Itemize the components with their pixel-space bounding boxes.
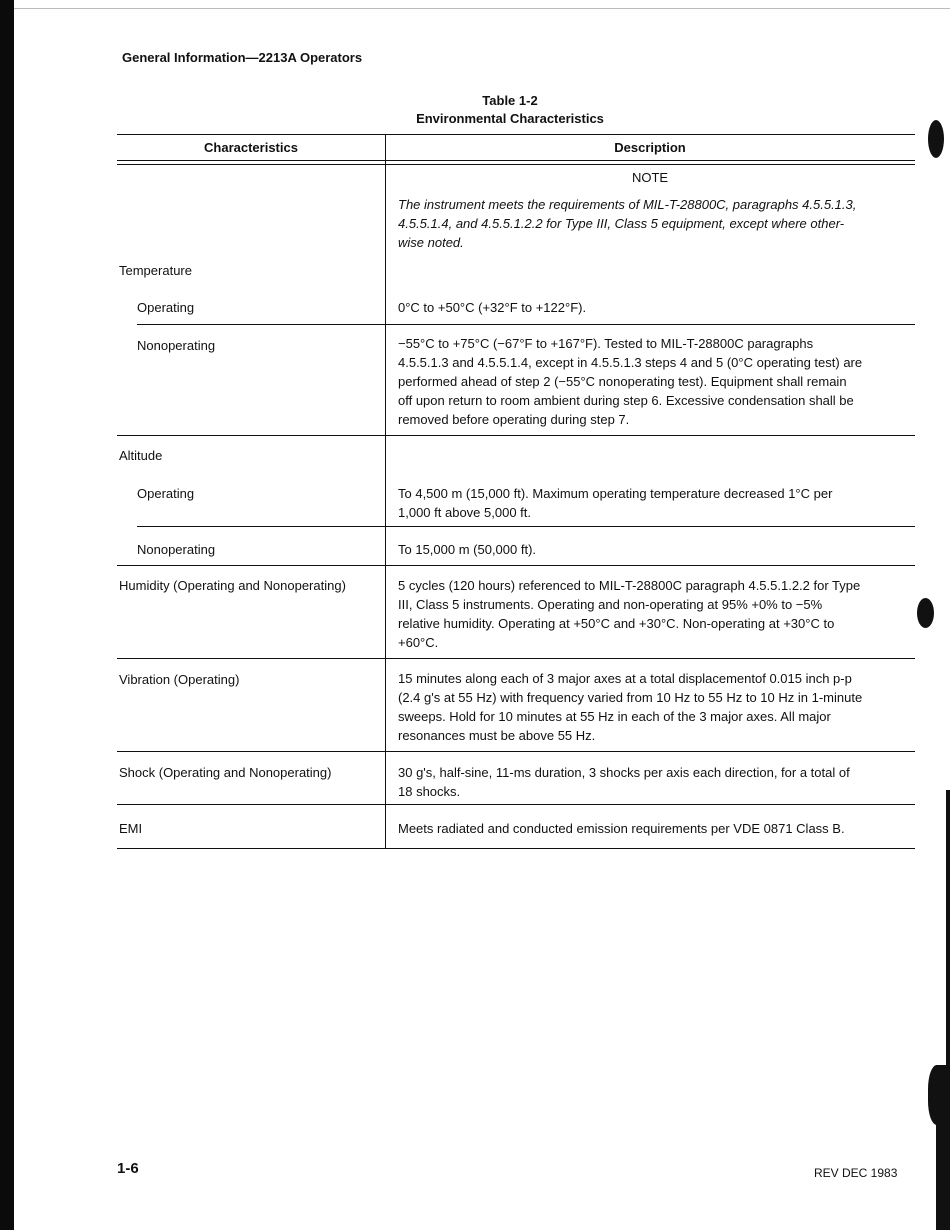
row-rule — [117, 658, 915, 659]
row-desc-line: resonances must be above 55 Hz. — [398, 728, 596, 743]
row-desc-line: +60°C. — [398, 635, 439, 650]
row-rule — [117, 751, 915, 752]
row-rule — [137, 324, 915, 325]
row-label-altitude: Altitude — [119, 448, 163, 463]
row-label-vibration: Vibration (Operating) — [119, 672, 240, 687]
binder-hole-mark — [928, 1065, 950, 1125]
row-rule — [117, 435, 915, 436]
row-desc-line: (2.4 g's at 55 Hz) with frequency varied from 10 Hz to 55 Hz to 10 Hz in 1-minute — [398, 690, 863, 705]
row-desc-line: To 4,500 m (15,000 ft). Maximum operating temperature decreased 1°C per — [398, 486, 833, 501]
column-divider — [385, 134, 386, 849]
column-header-characteristics: Characteristics — [204, 140, 298, 155]
row-desc-line: Meets radiated and conducted emission requirements per VDE 0871 Class B. — [398, 821, 845, 836]
column-header-description: Description — [614, 140, 686, 155]
row-label-temperature: Temperature — [119, 263, 192, 278]
table-top-rule — [117, 134, 915, 135]
row-label-alt-operating: Operating — [137, 486, 195, 501]
row-desc-line: 1,000 ft above 5,000 ft. — [398, 505, 531, 520]
row-desc-line: relative humidity. Operating at +50°C and +30°C. Non-operating at +30°C to — [398, 616, 835, 631]
row-desc-line: 30 g's, half-sine, 11-ms duration, 3 shocks per axis each direction, for a total of — [398, 765, 850, 780]
row-label-temp-operating: Operating — [137, 300, 195, 315]
scan-right-edge — [936, 1120, 950, 1230]
row-label-shock: Shock (Operating and Nonoperating) — [119, 765, 332, 780]
note-heading: NOTE — [631, 170, 669, 185]
row-desc-line: 4.5.5.1.3 and 4.5.5.1.4, except in 4.5.5.1.3 steps 4 and 5 (0°C operating test) are — [398, 355, 863, 370]
row-desc-temp-operating: 0°C to +50°C (+32°F to +122°F). — [398, 300, 587, 315]
row-label-alt-nonoperating: Nonoperating — [137, 542, 216, 557]
row-desc-line: To 15,000 m (50,000 ft). — [398, 542, 537, 557]
row-rule — [117, 804, 915, 805]
revision-date: REV DEC 1983 — [814, 1166, 898, 1180]
note-line: The instrument meets the requirements of MIL-T-28800C, paragraphs 4.5.5.1.3, — [398, 197, 857, 212]
page-number: 1-6 — [117, 1160, 139, 1177]
row-desc-line: 15 minutes along each of 3 major axes at a total displacementof 0.015 inch p-p — [398, 671, 852, 686]
row-desc-line: removed before operating during step 7. — [398, 412, 630, 427]
row-label-temp-nonoperating: Nonoperating — [137, 338, 216, 353]
note-line: 4.5.5.1.4, and 4.5.5.1.2.2 for Type III, Class 5 equipment, except where other- — [398, 216, 845, 231]
binder-hole-mark — [928, 120, 944, 158]
note-line: wise noted. — [398, 235, 464, 250]
table-title: Environmental Characteristics — [416, 111, 604, 126]
page-header: General Information—2213A Operators — [122, 50, 363, 65]
row-rule — [137, 526, 915, 527]
table-number: Table 1-2 — [482, 93, 538, 108]
row-desc-line: 5 cycles (120 hours) referenced to MIL-T-28800C paragraph 4.5.5.1.2.2 for Type — [398, 578, 861, 593]
row-desc-line: performed ahead of step 2 (−55°C nonoperating test). Equipment shall remain — [398, 374, 847, 389]
binder-hole-mark — [917, 598, 934, 628]
table-bottom-rule — [117, 848, 915, 849]
row-desc-line: off upon return to room ambient during step 6. Excessive condensation shall be — [398, 393, 854, 408]
row-desc-line: −55°C to +75°C (−67°F to +167°F). Tested to MIL-T-28800C paragraphs — [398, 336, 814, 351]
top-rule — [14, 8, 950, 9]
row-label-humidity: Humidity (Operating and Nonoperating) — [119, 578, 346, 593]
header-rule-2 — [117, 164, 915, 165]
row-label-emi: EMI — [119, 821, 143, 836]
header-rule-1 — [117, 160, 915, 161]
scan-edge — [0, 0, 14, 1230]
row-rule — [117, 565, 915, 566]
row-desc-line: 18 shocks. — [398, 784, 461, 799]
row-desc-line: sweeps. Hold for 10 minutes at 55 Hz in each of the 3 major axes. All major — [398, 709, 831, 724]
row-desc-line: III, Class 5 instruments. Operating and non-operating at 95% +0% to −5% — [398, 597, 823, 612]
